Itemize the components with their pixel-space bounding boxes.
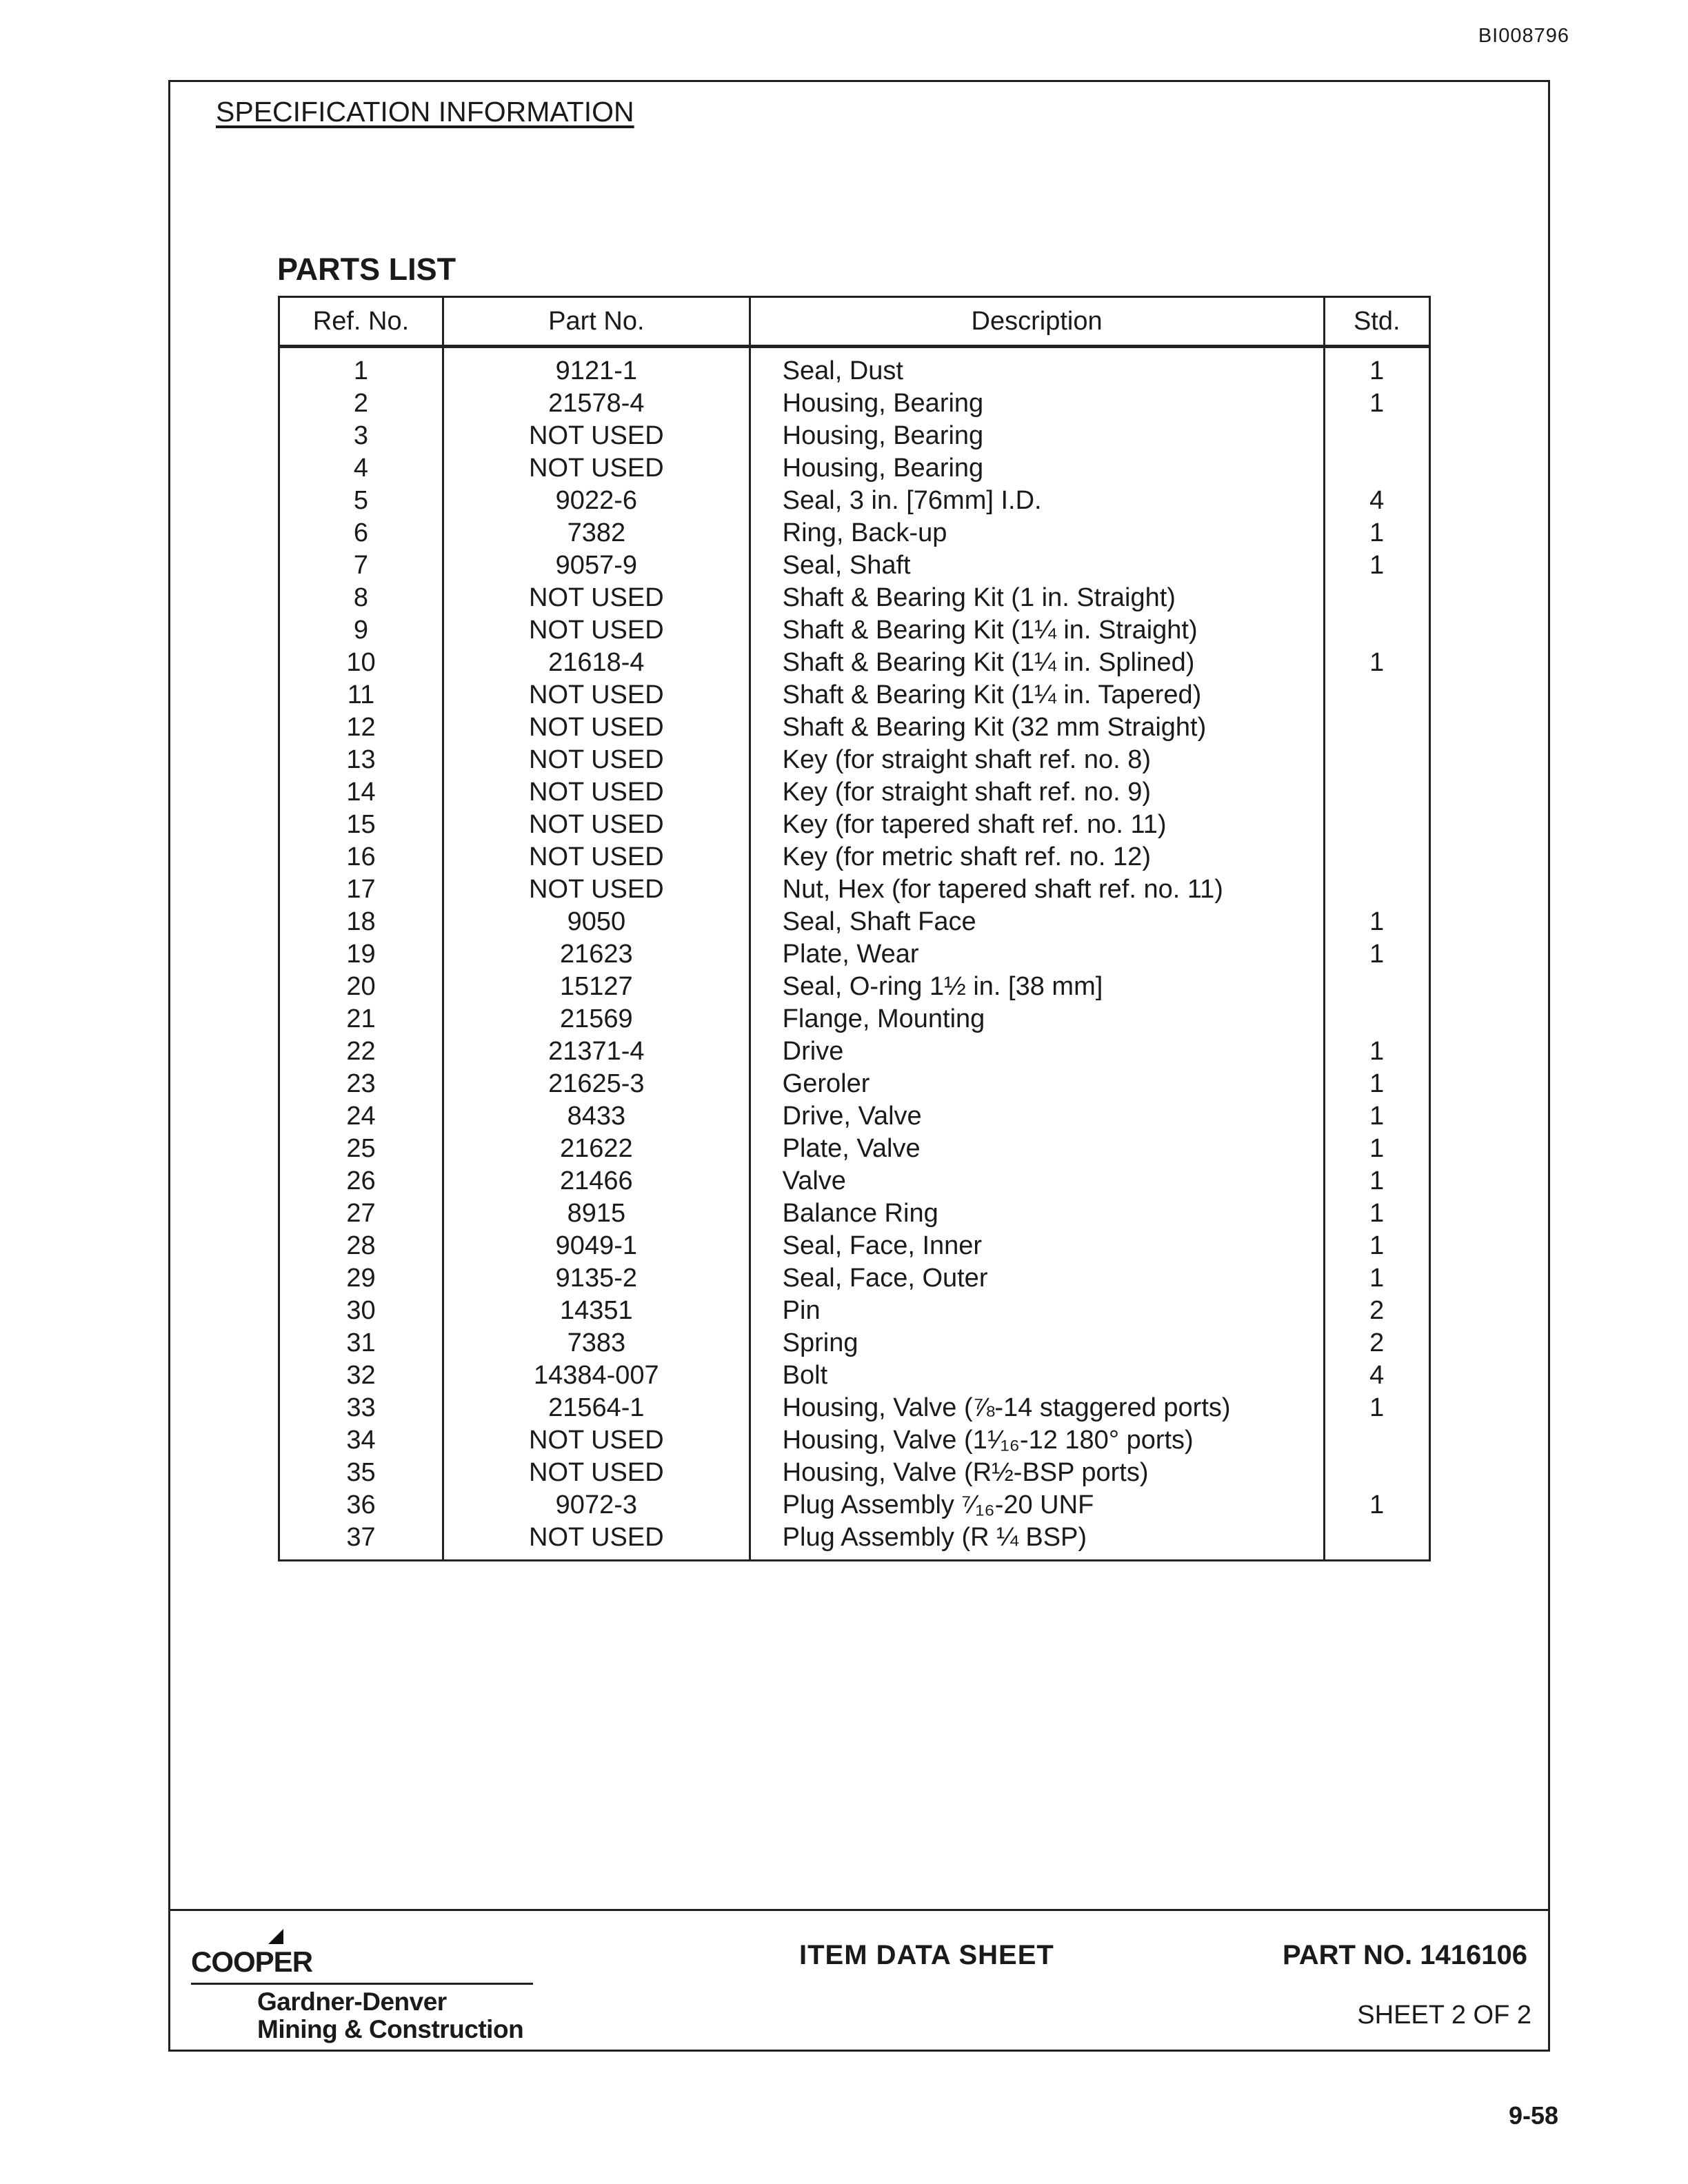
cell-part-no: 9049-1	[443, 1230, 750, 1262]
table-row	[279, 841, 1430, 873]
cell-std-qty: 1	[1324, 1197, 1430, 1230]
part-number: PART NO. 1416106	[1283, 1940, 1527, 1970]
cell-part-no: 9050	[443, 906, 750, 938]
cell-part-no: 21466	[443, 1165, 750, 1197]
cell-std-qty	[1324, 873, 1430, 906]
cell-std-qty	[1324, 809, 1430, 841]
cell-description: Plate, Valve	[750, 1133, 1324, 1165]
cell-part-no: NOT USED	[443, 841, 750, 873]
cell-part-no: NOT USED	[443, 809, 750, 841]
table-row	[279, 1327, 1430, 1359]
table-row	[279, 1392, 1430, 1424]
cell-part-no: NOT USED	[443, 744, 750, 776]
cell-description: Housing, Valve (1¹⁄₁₆-12 180° ports)	[750, 1424, 1324, 1457]
table-row	[279, 1197, 1430, 1230]
cell-ref-no: 11	[279, 679, 443, 711]
sheet-indicator: SHEET 2 OF 2	[1357, 2001, 1531, 2030]
cell-part-no: 21564-1	[443, 1392, 750, 1424]
table-row	[279, 1457, 1430, 1489]
cell-ref-no: 15	[279, 809, 443, 841]
cell-std-qty: 1	[1324, 1133, 1430, 1165]
cell-std-qty: 2	[1324, 1327, 1430, 1359]
table-row	[279, 938, 1430, 971]
cell-part-no: 14351	[443, 1295, 750, 1327]
cell-description: Drive	[750, 1035, 1324, 1068]
cell-description: Plug Assembly ⁷⁄₁₆-20 UNF	[750, 1489, 1324, 1521]
cell-description: Shaft & Bearing Kit (32 mm Straight)	[750, 711, 1324, 744]
cell-description: Shaft & Bearing Kit (1 in. Straight)	[750, 582, 1324, 614]
cell-ref-no: 30	[279, 1295, 443, 1327]
cell-ref-no: 3	[279, 420, 443, 452]
table-row	[279, 744, 1430, 776]
cell-std-qty: 2	[1324, 1295, 1430, 1327]
cell-ref-no: 35	[279, 1457, 443, 1489]
cell-part-no: NOT USED	[443, 1457, 750, 1489]
table-row	[279, 1521, 1430, 1561]
cell-std-qty: 1	[1324, 1489, 1430, 1521]
cell-std-qty: 1	[1324, 1230, 1430, 1262]
cell-ref-no: 5	[279, 485, 443, 517]
cooper-logo-mark-icon	[265, 1926, 286, 1947]
logo-divider	[191, 1983, 533, 1985]
company-line-1: Gardner-Denver	[257, 1988, 447, 2016]
cell-ref-no: 9	[279, 614, 443, 647]
cell-ref-no: 14	[279, 776, 443, 809]
cell-part-no: NOT USED	[443, 614, 750, 647]
cell-ref-no: 24	[279, 1100, 443, 1133]
cell-part-no: 9057-9	[443, 549, 750, 582]
cell-description: Seal, Shaft	[750, 549, 1324, 582]
table-row	[279, 1035, 1430, 1068]
cell-std-qty	[1324, 744, 1430, 776]
cell-ref-no: 20	[279, 971, 443, 1003]
table-row	[279, 906, 1430, 938]
cell-ref-no: 26	[279, 1165, 443, 1197]
cell-std-qty: 1	[1324, 647, 1430, 679]
table-row	[279, 809, 1430, 841]
table-row	[279, 1262, 1430, 1295]
cell-part-no: NOT USED	[443, 420, 750, 452]
cell-ref-no: 8	[279, 582, 443, 614]
cell-part-no: 21569	[443, 1003, 750, 1035]
cell-part-no: 21618-4	[443, 647, 750, 679]
table-row	[279, 517, 1430, 549]
cell-std-qty	[1324, 1003, 1430, 1035]
table-row	[279, 347, 1430, 388]
cell-description: Housing, Valve (R½-BSP ports)	[750, 1457, 1324, 1489]
cell-part-no: 15127	[443, 971, 750, 1003]
cell-description: Geroler	[750, 1068, 1324, 1100]
cell-ref-no: 27	[279, 1197, 443, 1230]
table-row	[279, 1230, 1430, 1262]
cell-description: Key (for tapered shaft ref. no. 11)	[750, 809, 1324, 841]
cell-description: Valve	[750, 1165, 1324, 1197]
cell-std-qty	[1324, 776, 1430, 809]
cell-std-qty	[1324, 1457, 1430, 1489]
cell-ref-no: 37	[279, 1521, 443, 1561]
header-std: Std.	[1324, 297, 1430, 347]
cell-part-no: NOT USED	[443, 711, 750, 744]
cell-ref-no: 23	[279, 1068, 443, 1100]
cell-description: Spring	[750, 1327, 1324, 1359]
header-part-no: Part No.	[443, 297, 750, 347]
cell-ref-no: 18	[279, 906, 443, 938]
cell-std-qty	[1324, 452, 1430, 485]
table-row	[279, 1133, 1430, 1165]
cell-description: Key (for straight shaft ref. no. 9)	[750, 776, 1324, 809]
cell-description: Seal, Face, Outer	[750, 1262, 1324, 1295]
table-row	[279, 1003, 1430, 1035]
cell-part-no: NOT USED	[443, 1424, 750, 1457]
table-row	[279, 549, 1430, 582]
cell-std-qty: 1	[1324, 1035, 1430, 1068]
table-row	[279, 873, 1430, 906]
cell-std-qty: 1	[1324, 1392, 1430, 1424]
table-row	[279, 647, 1430, 679]
table-row	[279, 679, 1430, 711]
cell-ref-no: 31	[279, 1327, 443, 1359]
cell-description: Drive, Valve	[750, 1100, 1324, 1133]
cell-description: Seal, 3 in. [76mm] I.D.	[750, 485, 1324, 517]
table-row	[279, 1100, 1430, 1133]
cell-description: Nut, Hex (for tapered shaft ref. no. 11)	[750, 873, 1324, 906]
table-row	[279, 582, 1430, 614]
spec-sheet-frame	[168, 80, 1550, 2052]
cell-std-qty: 4	[1324, 1359, 1430, 1392]
cell-std-qty: 1	[1324, 1068, 1430, 1100]
cell-std-qty: 1	[1324, 1165, 1430, 1197]
cell-std-qty: 1	[1324, 1100, 1430, 1133]
cell-std-qty	[1324, 582, 1430, 614]
cell-std-qty	[1324, 971, 1430, 1003]
cell-part-no: 7382	[443, 517, 750, 549]
cell-ref-no: 17	[279, 873, 443, 906]
cell-description: Housing, Bearing	[750, 387, 1324, 420]
cell-ref-no: 36	[279, 1489, 443, 1521]
cell-description: Flange, Mounting	[750, 1003, 1324, 1035]
cell-description: Seal, Dust	[750, 347, 1324, 388]
cell-part-no: 21625-3	[443, 1068, 750, 1100]
cell-ref-no: 25	[279, 1133, 443, 1165]
cell-part-no: 21371-4	[443, 1035, 750, 1068]
cell-ref-no: 29	[279, 1262, 443, 1295]
cell-description: Housing, Valve (⅞-14 staggered ports)	[750, 1392, 1324, 1424]
cell-std-qty: 4	[1324, 485, 1430, 517]
cell-description: Seal, O-ring 1½ in. [38 mm]	[750, 971, 1324, 1003]
cell-part-no: 9121-1	[443, 347, 750, 388]
page-number: 9-58	[1508, 2101, 1558, 2130]
cell-description: Shaft & Bearing Kit (1¼ in. Straight)	[750, 614, 1324, 647]
cell-ref-no: 32	[279, 1359, 443, 1392]
cell-part-no: NOT USED	[443, 582, 750, 614]
header-ref-no: Ref. No.	[279, 297, 443, 347]
cell-part-no: 9135-2	[443, 1262, 750, 1295]
cell-std-qty	[1324, 679, 1430, 711]
cell-std-qty: 1	[1324, 387, 1430, 420]
cell-ref-no: 21	[279, 1003, 443, 1035]
cell-ref-no: 28	[279, 1230, 443, 1262]
cell-part-no: 9072-3	[443, 1489, 750, 1521]
cell-part-no: 7383	[443, 1327, 750, 1359]
table-row	[279, 1068, 1430, 1100]
table-header-row	[279, 297, 1430, 347]
cell-part-no: 14384-007	[443, 1359, 750, 1392]
cell-description: Seal, Shaft Face	[750, 906, 1324, 938]
document-id: BI008796	[1478, 25, 1569, 47]
table-row	[279, 971, 1430, 1003]
cell-std-qty: 1	[1324, 938, 1430, 971]
cell-description: Key (for metric shaft ref. no. 12)	[750, 841, 1324, 873]
cell-ref-no: 2	[279, 387, 443, 420]
cell-description: Balance Ring	[750, 1197, 1324, 1230]
cell-part-no: 21623	[443, 938, 750, 971]
cell-description: Plate, Wear	[750, 938, 1324, 971]
parts-list-table	[278, 296, 1431, 1561]
cell-ref-no: 19	[279, 938, 443, 971]
cell-part-no: 21578-4	[443, 387, 750, 420]
cell-description: Housing, Bearing	[750, 452, 1324, 485]
cell-part-no: NOT USED	[443, 776, 750, 809]
cell-description: Key (for straight shaft ref. no. 8)	[750, 744, 1324, 776]
title-block	[170, 1909, 1548, 2052]
cell-ref-no: 13	[279, 744, 443, 776]
cell-description: Pin	[750, 1295, 1324, 1327]
cell-ref-no: 16	[279, 841, 443, 873]
cell-std-qty	[1324, 711, 1430, 744]
cell-part-no: NOT USED	[443, 873, 750, 906]
cell-description: Shaft & Bearing Kit (1¼ in. Tapered)	[750, 679, 1324, 711]
logo-text: COOPER	[191, 1945, 313, 1978]
parts-list-body	[279, 347, 1430, 1561]
cell-part-no: NOT USED	[443, 679, 750, 711]
cell-ref-no: 6	[279, 517, 443, 549]
cell-description: Housing, Bearing	[750, 420, 1324, 452]
cell-part-no: NOT USED	[443, 452, 750, 485]
cell-part-no: 21622	[443, 1133, 750, 1165]
cell-std-qty	[1324, 1424, 1430, 1457]
table-row	[279, 420, 1430, 452]
cell-ref-no: 22	[279, 1035, 443, 1068]
cell-description: Seal, Face, Inner	[750, 1230, 1324, 1262]
cell-part-no: 8915	[443, 1197, 750, 1230]
cell-part-no: NOT USED	[443, 1521, 750, 1561]
cooper-logo	[191, 1925, 356, 1980]
header-description: Description	[750, 297, 1324, 347]
cell-std-qty: 1	[1324, 517, 1430, 549]
cell-description: Shaft & Bearing Kit (1¼ in. Splined)	[750, 647, 1324, 679]
cell-description: Bolt	[750, 1359, 1324, 1392]
cell-ref-no: 4	[279, 452, 443, 485]
cell-std-qty	[1324, 420, 1430, 452]
table-row	[279, 387, 1430, 420]
company-name	[257, 1988, 523, 2043]
cell-std-qty: 1	[1324, 906, 1430, 938]
cell-ref-no: 12	[279, 711, 443, 744]
cell-std-qty: 1	[1324, 1262, 1430, 1295]
cell-ref-no: 34	[279, 1424, 443, 1457]
cell-std-qty	[1324, 614, 1430, 647]
section-title: SPECIFICATION INFORMATION	[216, 96, 634, 128]
table-row	[279, 1165, 1430, 1197]
cell-std-qty	[1324, 1521, 1430, 1561]
cell-ref-no: 7	[279, 549, 443, 582]
cell-ref-no: 33	[279, 1392, 443, 1424]
table-row	[279, 452, 1430, 485]
cell-ref-no: 10	[279, 647, 443, 679]
table-row	[279, 711, 1430, 744]
doc-type-label: ITEM DATA SHEET	[799, 1940, 1054, 1970]
table-row	[279, 1489, 1430, 1521]
cell-std-qty: 1	[1324, 549, 1430, 582]
cell-std-qty	[1324, 841, 1430, 873]
cell-description: Plug Assembly (R ¼ BSP)	[750, 1521, 1324, 1561]
parts-list-title: PARTS LIST	[277, 252, 456, 287]
cell-part-no: 8433	[443, 1100, 750, 1133]
table-row	[279, 1295, 1430, 1327]
table-row	[279, 485, 1430, 517]
company-line-2: Mining & Construction	[257, 2015, 524, 2043]
table-row	[279, 1359, 1430, 1392]
cell-part-no: 9022-6	[443, 485, 750, 517]
table-row	[279, 614, 1430, 647]
table-row	[279, 1424, 1430, 1457]
cell-std-qty: 1	[1324, 347, 1430, 388]
cell-description: Ring, Back-up	[750, 517, 1324, 549]
cell-ref-no: 1	[279, 347, 443, 388]
table-row	[279, 776, 1430, 809]
